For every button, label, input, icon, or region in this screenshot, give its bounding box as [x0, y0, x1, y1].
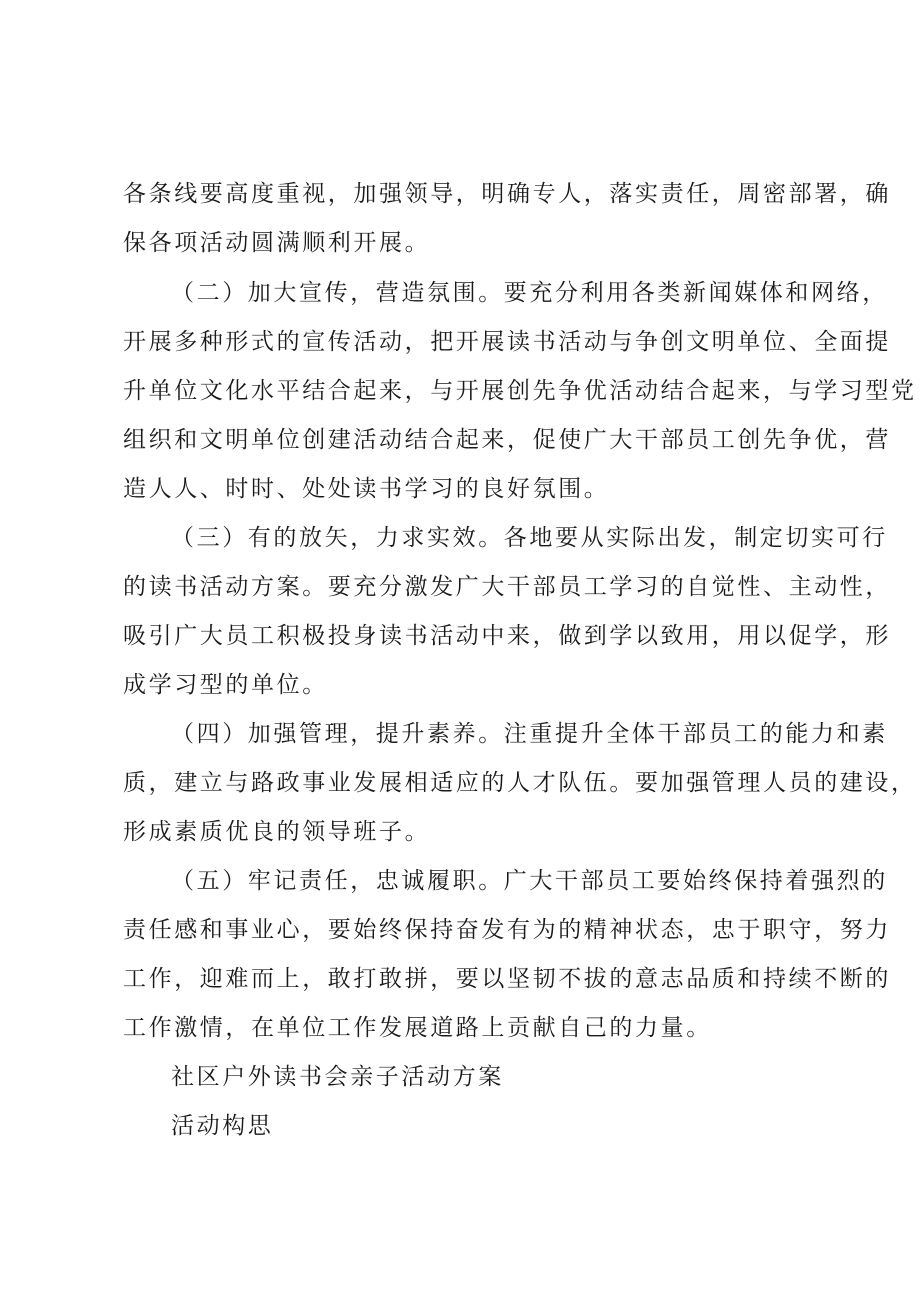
- paragraph-2-line-5: 造人人、时时、处处读书学习的良好氛围。: [123, 476, 610, 502]
- paragraph-5-line-1: （五）牢记责任，忠诚履职。广大干部员工要始终保持着强烈的: [171, 868, 888, 894]
- paragraph-2-line-4: 组织和文明单位创建活动结合起来，促使广大干部员工创先争优，营: [123, 427, 891, 453]
- section-title: 社区户外读书会亲子活动方案: [171, 1064, 504, 1090]
- paragraph-5-line-4: 工作激情，在单位工作发展道路上贡献自己的力量。: [123, 1015, 712, 1041]
- paragraph-5-line-3: 工作，迎难而上，敢打敢拼，要以坚韧不拔的意志品质和持续不断的: [123, 966, 891, 992]
- paragraph-3-line-2: 的读书活动方案。要充分激发广大干部员工学习的自觉性、主动性，: [123, 574, 891, 600]
- paragraph-1-line-2: 保各项活动圆满顺利开展。: [123, 230, 431, 256]
- subsection-title: 活动构思: [171, 1113, 274, 1139]
- paragraph-2-line-2: 开展多种形式的宣传活动，把开展读书活动与争创文明单位、全面提: [123, 329, 891, 355]
- paragraph-3-line-3: 吸引广大员工积极投身读书活动中来，做到学以致用，用以促学，形: [123, 623, 891, 649]
- paragraph-3-line-4: 成学习型的单位。: [123, 672, 328, 698]
- paragraph-3-line-1: （三）有的放矢，力求实效。各地要从实际出发，制定切实可行: [171, 525, 888, 551]
- paragraph-2-line-3: 升单位文化水平结合起来，与开展创先争优活动结合起来，与学习型党: [123, 378, 917, 404]
- paragraph-1-line-1: 各条线要高度重视，加强领导，明确专人，落实责任，周密部署，确: [123, 181, 891, 207]
- paragraph-2-line-1: （二）加大宣传，营造氛围。要充分利用各类新闻媒体和网络，: [171, 280, 888, 306]
- paragraph-5-line-2: 责任感和事业心，要始终保持奋发有为的精神状态，忠于职守，努力: [123, 917, 891, 943]
- paragraph-4-line-2: 质，建立与路政事业发展相适应的人才队伍。要加强管理人员的建设，: [123, 770, 917, 796]
- paragraph-4-line-3: 形成素质优良的领导班子。: [123, 819, 431, 845]
- paragraph-4-line-1: （四）加强管理，提升素养。注重提升全体干部员工的能力和素: [171, 721, 888, 747]
